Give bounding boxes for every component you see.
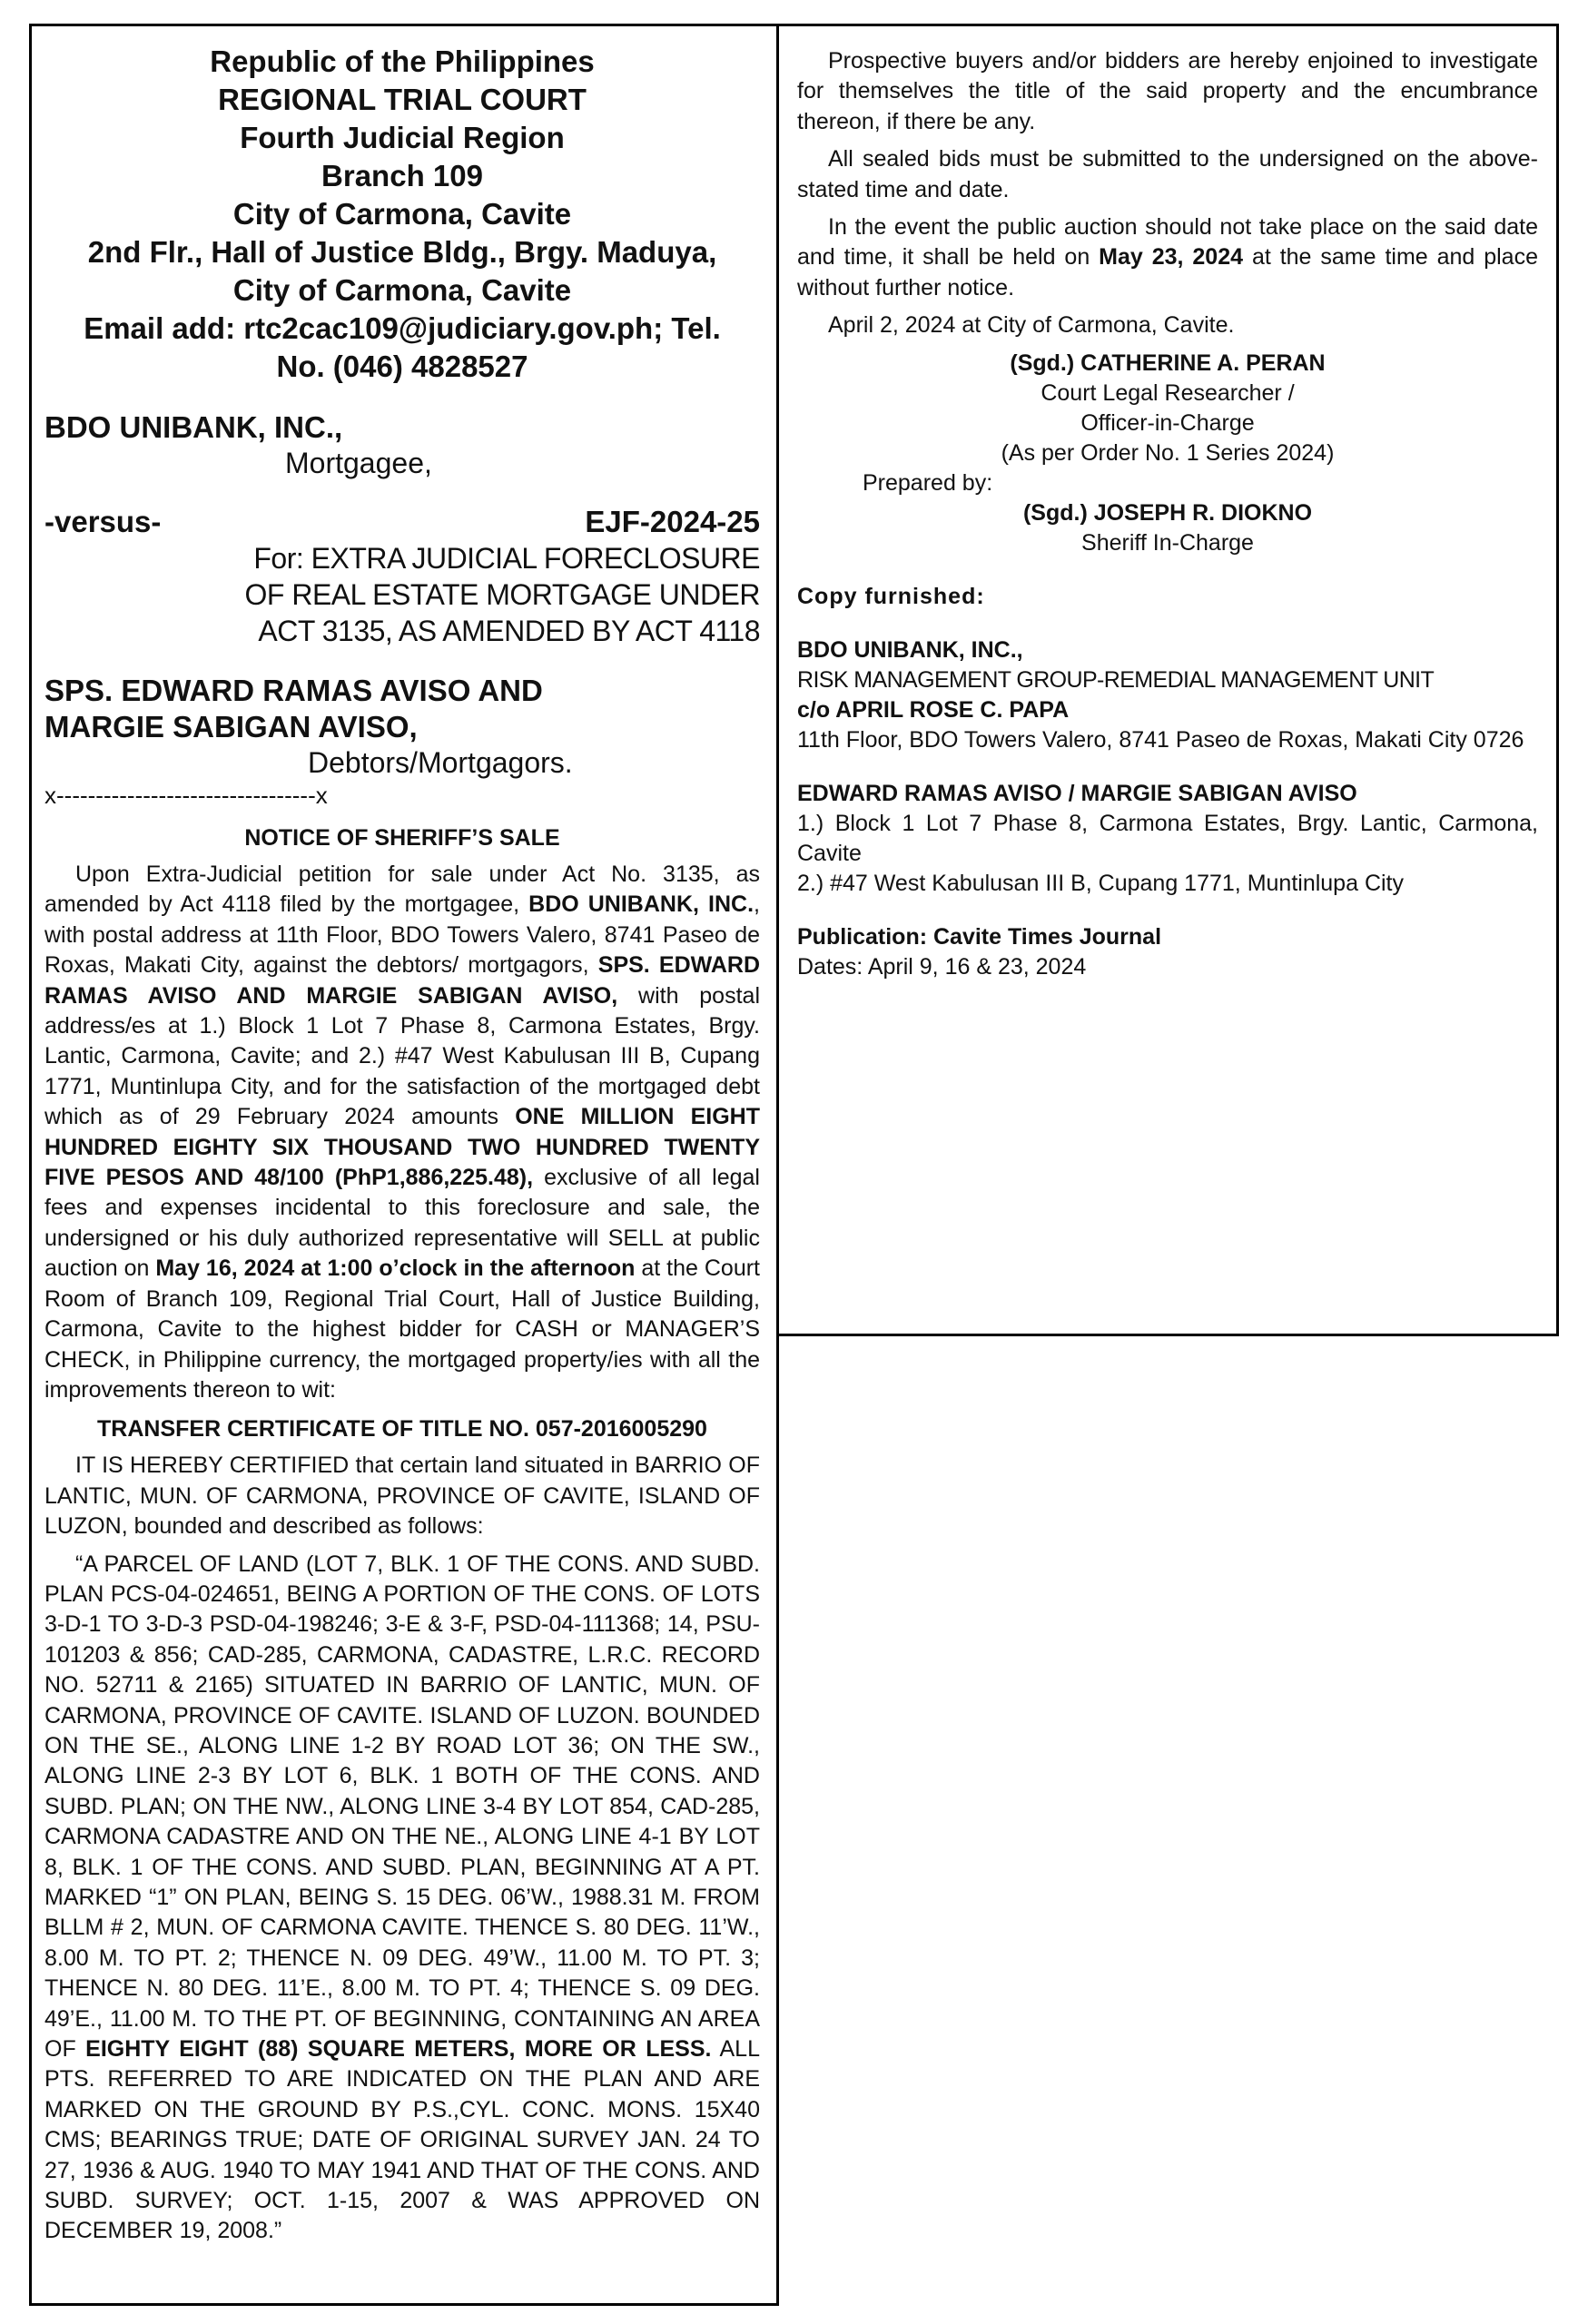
cf-bdo-name: BDO UNIBANK, INC., bbox=[797, 636, 1023, 663]
notice-title: NOTICE OF SHERIFF’S SALE bbox=[244, 825, 560, 851]
header-city: City of Carmona, Cavite bbox=[232, 197, 572, 231]
reschedule-paragraph: In the event the public auction should not take place on the said date and time, it shall be held on May 23, 2024 at the same time and place without further notice. bbox=[797, 214, 1538, 300]
sheriff-name: (Sgd.) JOSEPH R. DIOKNO bbox=[1022, 499, 1313, 526]
header-region: Fourth Judicial Region bbox=[240, 121, 565, 154]
technical-description: “A PARCEL OF LAND (LOT 7, BLK. 1 OF THE CONS. AND SUBD. PLAN PCS-04-024651, BEING A PORTION OF THE CONS. OF LOTS 3-D-1 TO 3-D-3 PSD-04-198246; 3-E & 3-F, PSD-04-111368; 14, PSU-101203 & 856; CAD-285, CARMONA, CADASTRE, L.R.C. RECORD NO. 52711 & 2165) SITUATED IN BARRIO OF LANTIC, MUN. OF CARMONA, PROVINCE OF CAVITE. ISLAND OF LUZON. BOUNDED ON THE SE., ALONG LINE 1-2 BY ROAD LOT 36; ON THE SW., ALONG LINE 2-3 BY LOT 6, BLK. 1 BOTH OF THE CONS. AND SUBD. PLAN; ON THE NW., ALONG LINE 3-4 BY LOT 854, CAD-285, CARMONA CADASTRE AND ON THE NE., ALONG LINE 4-1 BY LOT 8, BLK. 1 OF THE CONS. AND SUBD. PLAN, BEGINNING AT A PT. MARKED “1” ON PLAN, BEING S. 15 DEG. 06’W., 1988.31 M. FROM BLLM # 2, MUN. OF CARMONA CAVITE. THENCE S. 80 DEG. 11’W., 8.00 M. TO PT. 2; THENCE N. 09 DEG. 49’W., 11.00 M. TO PT. 3; THENCE N. 80 DEG. 11’E., 8.00 M. TO PT. 4; THENCE S. 09 DEG. 49’E., 11.00 M. TO THE PT. OF BEGINNING, CONTAINING AN AREA OF EIGHTY EIGHT (88) SQUARE METERS, MORE OR LESS. ALL PTS. REFERRED TO ARE INDICATED ON THE PLAN AND ARE MARKED ON THE GROUND BY P.S.,CYL. CONC. MONS. 15X40 CMS; BEARINGS TRUE; DATE OF ORIGINAL SURVEY JAN. 24 TO 27, 1936 & AUG. 1940 TO MAY 1941 AND THAT OF THE CONS. AND SUBD. SURVEY; OCT. 1-15, 2007 & WAS APPROVED ON DECEMBER 19, 2008.” bbox=[44, 1551, 760, 2244]
case-nature-3: ACT 3135, AS AMENDED BY ACT 4118 bbox=[258, 615, 760, 647]
header-branch: Branch 109 bbox=[321, 159, 483, 192]
cf-debtors-name: EDWARD RAMAS AVISO / MARGIE SABIGAN AVISO bbox=[797, 780, 1357, 806]
cf-bdo-attn: c/o APRIL ROSE C. PAPA bbox=[797, 696, 1070, 723]
cf-bdo-address: 11th Floor, BDO Towers Valero, 8741 Paseo de Roxas, Makati City 0726 bbox=[797, 726, 1524, 753]
defendant-name-1: SPS. EDWARD RAMAS AVISO AND bbox=[44, 674, 543, 707]
cf-debtors-addr-1: 1.) Block 1 Lot 7 Phase 8, Carmona Estates, Brgy. Lantic, Carmona, Cavite bbox=[797, 810, 1538, 866]
left-column bbox=[29, 24, 779, 2306]
cf-bdo-unit: RISK MANAGEMENT GROUP-REMEDIAL MANAGEMENT UNIT bbox=[797, 666, 1435, 693]
plaintiff-name: BDO UNIBANK, INC., bbox=[44, 410, 343, 444]
notice-paragraph-1: Upon Extra-Judicial petition for sale under Act No. 3135, as amended by Act 4118 filed by the mortgagee, BDO UNIBANK, INC., with postal address at 11th Floor, BDO Towers Valero, 8741 Paseo de Roxas, Makati City, against the debtors/ mortgagors, SPS. EDWARD RAMAS AVISO AND MARGIE SABIGAN AVISO, with postal address/es at 1.) Block 1 Lot 7 Phase 8, Carmona Estates, Brgy. Lantic, Carmona, Cavite; and 2.) #47 West Kabulusan III B, Cupang 1771, Muntinlupa City, and for the satisfaction of the mortgaged debt which as of 29 February 2024 amounts ONE MILLION EIGHT HUNDRED EIGHTY SIX THOUSAND TWO HUNDRED TWENTY FIVE PESOS AND 48/100 (PhP1,886,225.48), exclusive of all legal fees and expenses incidental to this foreclosure and sale, the undersigned or his duly authorized representative will SELL at public auction on May 16, 2024 at 1:00 o’clock in the afternoon at the Court Room of Branch 109, Regional Trial Court, Hall of Justice Building, Carmona, Cavite to the highest bidder for CASH or MANAGER’S CHECK, in Philippine currency, the mortgaged property/ies with all the improvements thereon to wit: bbox=[44, 862, 761, 1403]
header-republic: Republic of the Philippines bbox=[210, 44, 595, 78]
header-court: REGIONAL TRIAL COURT bbox=[218, 83, 587, 116]
oic-title-2: Officer-in-Charge bbox=[1080, 409, 1255, 436]
defendant-name-2: MARGIE SABIGAN AVISO, bbox=[44, 710, 418, 743]
cf-debtors-addr-2: 2.) #47 West Kabulusan III B, Cupang 1771, Muntinlupa City bbox=[797, 870, 1404, 896]
header-address: 2nd Flr., Hall of Justice Bldg., Brgy. Maduya, bbox=[87, 235, 717, 269]
plaintiff-role: Mortgagee, bbox=[285, 447, 432, 479]
case-number: EJF-2024-25 bbox=[585, 505, 760, 538]
publication-label: Publication: Cavite Times Journal bbox=[797, 923, 1162, 950]
sheriff-title: Sheriff In-Charge bbox=[1081, 529, 1254, 556]
versus-label: -versus- bbox=[44, 505, 162, 538]
right-column bbox=[776, 24, 1559, 1336]
header-city-2: City of Carmona, Cavite bbox=[232, 273, 572, 307]
versus-row bbox=[44, 504, 760, 540]
defendant-role: Debtors/Mortgagors. bbox=[308, 746, 573, 779]
oic-title-3: (As per Order No. 1 Series 2024) bbox=[1001, 439, 1335, 466]
header-tel: No. (046) 4828527 bbox=[276, 350, 528, 383]
oic-title-1: Court Legal Researcher / bbox=[1041, 379, 1295, 406]
tct-title: TRANSFER CERTIFICATE OF TITLE NO. 057-2016005290 bbox=[97, 1416, 707, 1443]
copy-furnished-title: Copy furnished: bbox=[797, 583, 985, 609]
case-nature-1: For: EXTRA JUDICIAL FORECLOSURE bbox=[253, 542, 760, 575]
publication-dates: Dates: April 9, 16 & 23, 2024 bbox=[797, 953, 1087, 980]
prepared-by: Prepared by: bbox=[863, 469, 993, 496]
buyers-paragraph: Prospective buyers and/or bidders are hereby enjoined to investigate for themselves the title of the said property and the encumbrance thereon, if there be any. bbox=[797, 48, 1538, 134]
case-nature-2: OF REAL ESTATE MORTGAGE UNDER bbox=[244, 578, 760, 611]
oic-name: (Sgd.) CATHERINE A. PERAN bbox=[1010, 350, 1326, 376]
date-place: April 2, 2024 at City of Carmona, Cavite. bbox=[828, 312, 1235, 339]
caption-separator: x---------------------------------x bbox=[44, 782, 328, 809]
certification-paragraph: IT IS HEREBY CERTIFIED that certain land situated in BARRIO OF LANTIC, MUN. OF CARMONA, PROVINCE OF CAVITE, ISLAND OF LUZON, bounded and described as follows: bbox=[44, 1452, 760, 1540]
sealed-bids-paragraph: All sealed bids must be submitted to the undersigned on the above-stated time and date. bbox=[797, 146, 1538, 202]
header-email: Email add: rtc2cac109@judiciary.gov.ph; Tel. bbox=[84, 311, 721, 345]
